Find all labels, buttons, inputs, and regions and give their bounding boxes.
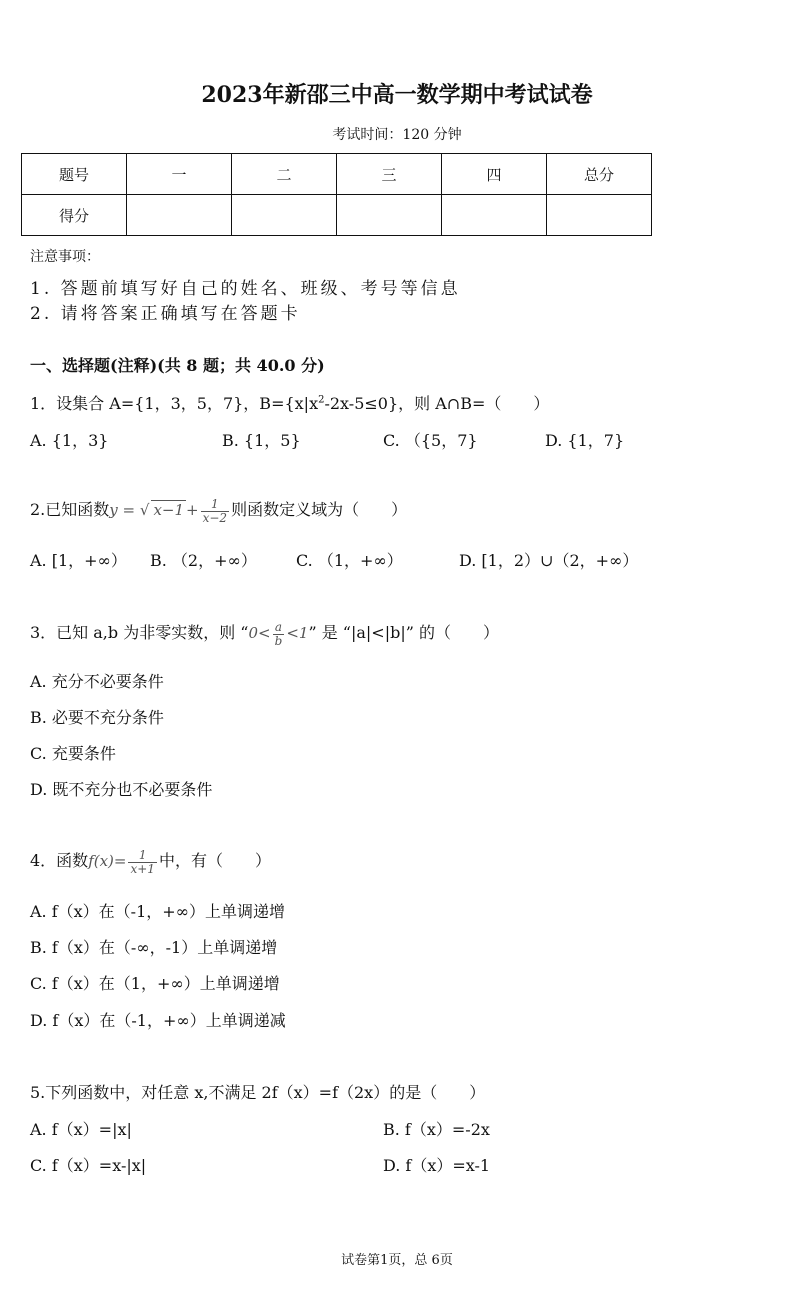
q4-option-d: D. f（x）在（-1，+∞）上单调递减 — [30, 1011, 286, 1030]
score-table — [21, 153, 652, 236]
q3-option-b: B. 必要不充分条件 — [30, 708, 164, 727]
score-table-score-row — [22, 195, 652, 236]
score-table-cell: 总分 — [547, 154, 652, 195]
q5-option-c: C. f（x）=x-|x| — [30, 1156, 147, 1175]
score-table-cell: 三 — [337, 154, 442, 195]
q4-formula-fraction — [128, 849, 156, 876]
question-5-stem: 5.下列函数中，对任意 x,不满足 2f（x）=f（2x）的是（ ） — [30, 1083, 486, 1102]
score-table-cell: 题号 — [22, 154, 127, 195]
fraction-numerator: 1 — [201, 498, 229, 512]
q4-option-b: B. f（x）在（-∞，-1）上单调递增 — [30, 938, 278, 957]
score-table-cell: 一 — [127, 154, 232, 195]
fraction-numerator: a — [273, 621, 285, 635]
exam-time: 考试时间：120 分钟 — [332, 127, 462, 143]
q1-option-b: B. {1，5} — [222, 431, 301, 450]
q4-option-c: C. f（x）在（1，+∞）上单调递增 — [30, 974, 280, 993]
q2-option-b: B. （2，+∞） — [150, 551, 257, 570]
q1-stem-part: 1．设集合 A={1，3，5，7}，B={x|x — [30, 394, 319, 413]
q2-option-d: D. [1，2）∪（2，+∞） — [459, 551, 639, 570]
score-table-cell — [547, 195, 652, 236]
q4-stem-part: 4．函数 — [30, 851, 89, 870]
fraction-denominator: b — [274, 633, 283, 648]
q3-option-c: C. 充要条件 — [30, 744, 116, 763]
q2-formula-fraction — [201, 498, 229, 525]
q4-stem-part: 中，有（ ） — [158, 851, 271, 870]
score-table-cell — [232, 195, 337, 236]
fraction-denominator: x+1 — [130, 861, 155, 876]
q3-stem-part: ” 是 “|a|<|b|” 的（ ） — [308, 623, 499, 642]
question-1-stem — [30, 391, 549, 414]
q2-formula-plus: + — [186, 501, 199, 519]
score-table-header-row — [22, 154, 652, 195]
q2-formula-radicand: x−1 — [153, 501, 185, 519]
section-title: 一、选择题(注释)(共 8 题；共 40.0 分) — [30, 356, 325, 375]
q2-option-c: C. （1，+∞） — [296, 551, 403, 570]
q5-option-d: D. f（x）=x-1 — [383, 1156, 491, 1175]
score-table-cell — [337, 195, 442, 236]
q1-option-d: D. {1，7} — [545, 431, 625, 450]
q3-formula-fraction — [273, 621, 285, 648]
q4-formula-lhs: f(x)= — [88, 852, 127, 870]
question-2-stem — [30, 497, 407, 525]
q2-formula-lhs: y = — [109, 501, 140, 519]
page-footer: 试卷第1页，总 6页 — [341, 1253, 453, 1268]
q1-option-a: A. {1，3} — [30, 431, 109, 450]
q3-formula-right: <1 — [286, 624, 309, 642]
q1-stem-part: -2x-5≤0}，则 A∩B=（ ） — [324, 394, 550, 413]
q4-formula — [88, 847, 159, 876]
q3-stem-part: 3．已知 a,b 为非零实数，则 “ — [30, 623, 249, 642]
q3-option-d: D. 既不充分也不必要条件 — [30, 780, 213, 799]
q4-option-a: A. f（x）在（-1，+∞）上单调递增 — [30, 902, 285, 921]
q5-option-b: B. f（x）=-2x — [383, 1120, 490, 1139]
score-table-cell — [442, 195, 547, 236]
notice-item: 1. 答题前填写好自己的姓名、班级、考号等信息 — [30, 279, 461, 299]
q2-option-a: A. [1，+∞） — [30, 551, 127, 570]
q3-formula-left: 0< — [248, 624, 271, 642]
q1-exponent: 2 — [318, 394, 325, 406]
q2-formula: y = √ x−1 + $\frac{1}{x-2}$ — [109, 496, 228, 525]
score-table-cell: 四 — [442, 154, 547, 195]
q3-formula — [248, 619, 309, 648]
exam-title: 2023年新邵三中高一数学期中考试试卷 — [201, 82, 593, 108]
score-table-cell: 二 — [232, 154, 337, 195]
score-table-cell — [127, 195, 232, 236]
q3-option-a: A. 充分不必要条件 — [30, 672, 164, 691]
notice-heading: 注意事项： — [30, 249, 100, 265]
q2-stem-part: 则函数定义域为（ ） — [231, 500, 408, 519]
score-table-cell: 得分 — [22, 195, 127, 236]
question-3-stem — [30, 620, 499, 648]
notice-item: 2. 请将答案正确填写在答题卡 — [30, 304, 301, 324]
q1-option-c: C. （{5，7} — [383, 431, 478, 450]
question-4-stem — [30, 848, 271, 876]
fraction-numerator: 1 — [128, 849, 156, 863]
q5-option-a: A. f（x）=|x| — [30, 1120, 132, 1139]
q2-stem-part: 2.已知函数 — [30, 500, 110, 519]
fraction-denominator: x−2 — [202, 510, 228, 525]
